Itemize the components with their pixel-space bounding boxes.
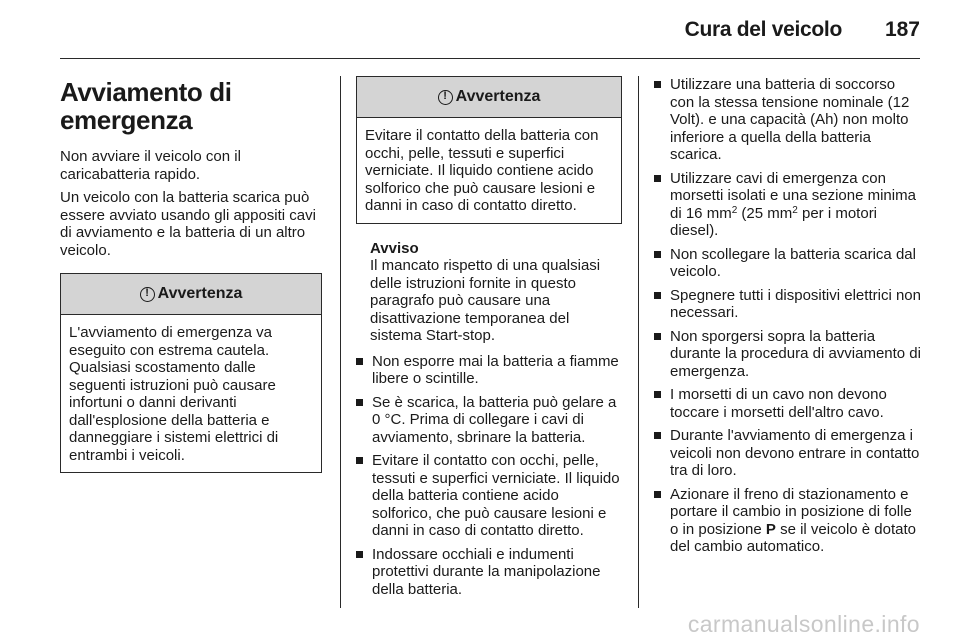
gear-position-label: P	[765, 520, 776, 538]
warning-header	[61, 274, 321, 315]
list-item-text: Azionare il freno di stazionamento e portare il cambio in posizione di folle o in posizione	[670, 485, 912, 538]
page-number: 187	[884, 18, 920, 41]
header-title: Cura del veicolo	[684, 18, 842, 41]
column-3	[654, 76, 922, 562]
warning-text: Evitare il contatto della batteria con occhi, pelle, tessuti e superfici verniciate. Il liquido contiene acido solforico che può causare lesioni e danni in caso di contatto diretto.	[365, 127, 599, 214]
warning-title: Avvertenza	[455, 88, 541, 106]
list-item: Non scollegare la batteria scarica dal veicolo.	[654, 246, 922, 281]
watermark: carmanualsonline.info	[687, 611, 920, 637]
list-item-text: (25 mm	[737, 204, 793, 222]
paragraph: Un veicolo con la batteria scarica può essere avviato usando gli appositi cavi di avviamento e la batteria di un altro veicolo.	[60, 189, 316, 259]
column-divider	[638, 76, 639, 608]
paragraph: Non avviare il veicolo con il caricabatteria rapido.	[60, 148, 241, 183]
list-item-text: per i motori diesel).	[670, 204, 878, 239]
warning-icon: !	[438, 90, 453, 105]
note-text: Il mancato rispetto di una qualsiasi delle istruzioni fornite in questo paragrafo può causare una disattivazione temporanea del sistema Start-stop.	[370, 257, 601, 344]
list-item: Non sporgersi sopra la batteria durante la procedura di avviamento di emergenza.	[654, 328, 922, 381]
section-heading: Avviamento di emergenza	[60, 77, 232, 135]
superscript: 2	[731, 204, 738, 216]
column-2	[356, 76, 622, 604]
warning-box	[60, 273, 322, 473]
list-item: Indossare occhiali e indumenti protettivi durante la manipolazione della batteria.	[356, 546, 622, 599]
list-item: Spegnere tutti i dispositivi elettrici non necessari.	[654, 287, 922, 322]
note-label: Avviso	[370, 239, 419, 257]
superscript: 2	[792, 204, 798, 216]
warning-icon: !	[140, 287, 155, 302]
list-item: Evitare il contatto con occhi, pelle, tessuti e superfici verniciate. Il liquido della batteria contiene acido solforico, che può causare lesioni e danni in caso di contatto diretto.	[356, 452, 622, 540]
list-item: Non esporre mai la batteria a fiamme libere o scintille.	[356, 353, 622, 388]
bullet-list	[356, 353, 622, 599]
header-rule	[60, 58, 920, 59]
list-item: Durante l'avviamento di emergenza i veicoli non devono entrare in contatto tra di loro.	[654, 427, 922, 480]
list-item: Se è scarica, la batteria può gelare a 0 °C. Prima di collegare i cavi di avviamento, sbrinare la batteria.	[356, 394, 622, 447]
warning-header	[357, 77, 621, 118]
list-item: Utilizzare una batteria di soccorso con la stessa tensione nominale (12 Volt). e una capacità (Ah) non molto inferiore a quella della batteria scarica.	[654, 76, 922, 164]
warning-text: L'avviamento di emergenza va eseguito con estrema cautela. Qualsiasi scostamento dalle seguenti istruzioni può causare infortuni o danni derivanti dall'esplosione della batteria e danneggiare i sistemi elettrici di entrambi i veicoli.	[69, 324, 279, 464]
list-item	[654, 170, 922, 240]
warning-title: Avvertenza	[157, 285, 243, 303]
list-item-text: Utilizzare cavi di emergenza con morsetti isolati e una sezione minima di 16 mm	[670, 169, 916, 222]
warning-box	[356, 76, 622, 224]
list-item: I morsetti di un cavo non devono toccare i morsetti dell'altro cavo.	[654, 386, 922, 421]
column-divider	[340, 76, 341, 608]
list-item	[654, 486, 922, 556]
column-1	[60, 76, 322, 489]
bullet-list	[654, 76, 922, 556]
list-item-text: se il veicolo è dotato del cambio automatico.	[670, 520, 917, 555]
note	[356, 240, 622, 345]
